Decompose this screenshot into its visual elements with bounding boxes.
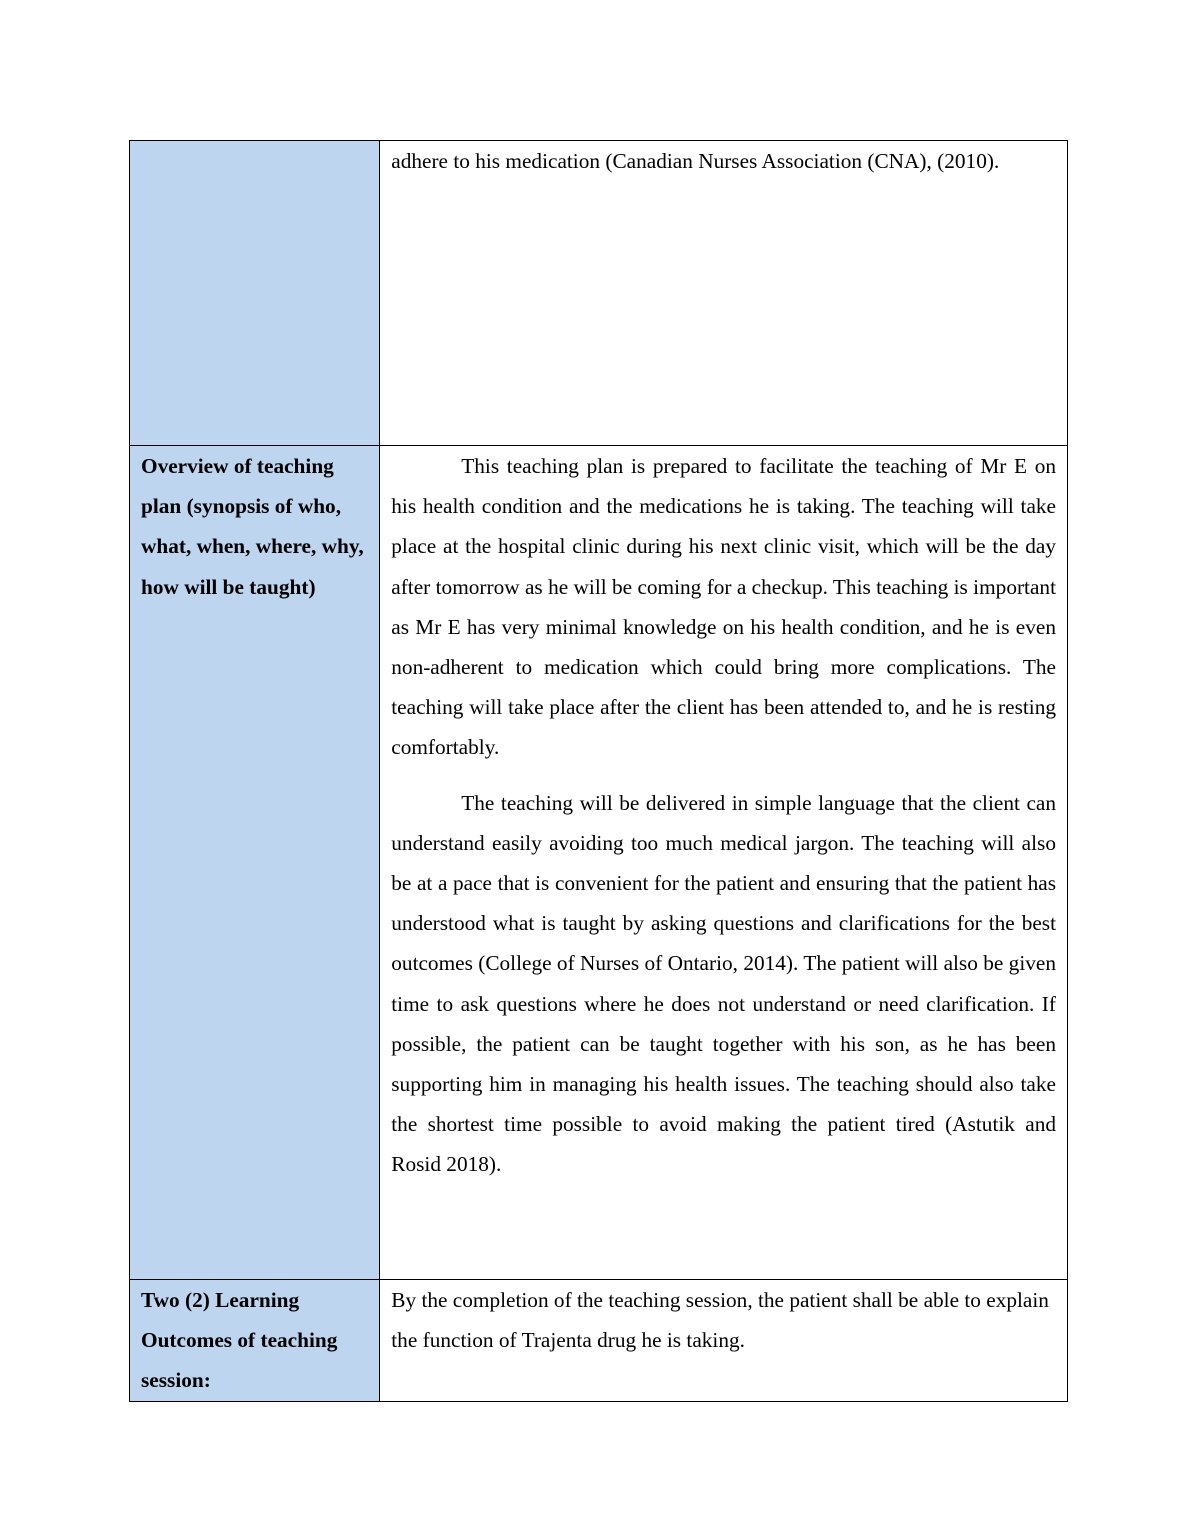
row-label: Two (2) Learning Outcomes of teaching session: (141, 1288, 338, 1393)
row-label-cell (130, 141, 380, 446)
row-label: Overview of teaching plan (synopsis of who, what, when, where, why, how will be taught) (141, 454, 364, 599)
paragraph: adhere to his medication (Canadian Nurses Association (CNA), (2010). (391, 149, 1000, 173)
row-label-cell (130, 1280, 380, 1402)
paragraph: This teaching plan is prepared to facilitate the teaching of Mr E on his health condition and the medications he is taking. The teaching will take place at the hospital clinic during his next clinic visit, which will be the day after tomorrow as he will be coming for a checkup. This teaching is important as Mr E has very minimal knowledge on his health condition, and he is even non-adherent to medication which could bring more complications. The teaching will take place after the client has been attended to, and he is resting comfortably. (391, 454, 1056, 760)
row-label-cell (130, 446, 380, 1280)
table-row (130, 1280, 1068, 1402)
row-content-cell (380, 446, 1068, 1280)
row-content-cell (380, 1280, 1068, 1402)
row-content-cell (380, 141, 1068, 446)
table-row (130, 446, 1068, 1280)
table-row (130, 141, 1068, 446)
paragraph: The teaching will be delivered in simple language that the client can understand easily avoiding too much medical jargon. The teaching will also be at a pace that is convenient for the patient and ensuring that the patient has understood what is taught by asking questions and clarifications for the best outcomes (College of Nurses of Ontario, 2014). The patient will also be given time to ask questions where he does not understand or need clarification. If possible, the patient can be taught together with his son, as he has been supporting him in managing his health issues. The teaching should also take the shortest time possible to avoid making the patient tired (Astutik and Rosid 2018). (391, 790, 1056, 1177)
teaching-plan-table (129, 140, 1068, 1402)
paragraph: By the completion of the teaching session, the patient shall be able to explain the function of Trajenta drug he is taking. (391, 1288, 1049, 1353)
